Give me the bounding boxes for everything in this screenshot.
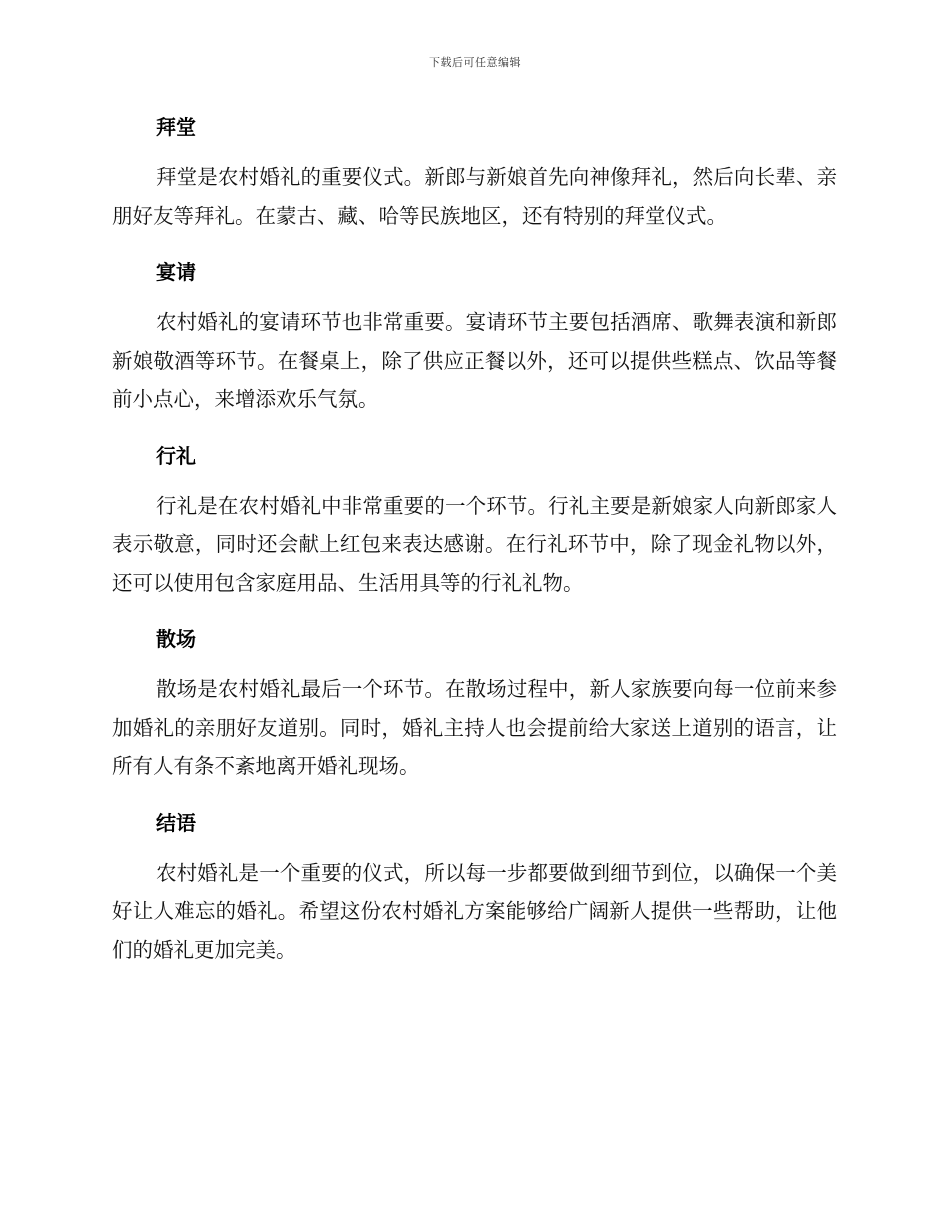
section-heading: 行礼 <box>156 443 196 468</box>
section-paragraph: 农村婚礼的宴请环节也非常重要。宴请环节主要包括酒席、歌舞表演和新郎新娘敬酒等环节。在餐桌上，除了供应正餐以外，还可以提供些糕点、饮品等餐前小点心，来增添欢乐气氛。 <box>112 310 837 411</box>
section-sanchang <box>112 620 837 786</box>
page-header: 下载后可任意编辑 <box>429 56 521 69</box>
section-paragraph: 农村婚礼是一个重要的仪式，所以每一步都要做到细节到位，以确保一个美好让人难忘的婚礼。希望这份农村婚礼方案能够给广阔新人提供一些帮助，让他们的婚礼更加完美。 <box>112 860 837 962</box>
section-heading: 散场 <box>156 627 196 651</box>
document-content <box>112 108 837 987</box>
section-jieyu <box>112 804 837 970</box>
section-heading: 结语 <box>156 810 196 835</box>
section-paragraph: 拜堂是农村婚礼的重要仪式。新郎与新娘首先向神像拜礼，然后向长辈、亲朋好友等拜礼。在蒙古、藏、哈等民族地区，还有特别的拜堂仪式。 <box>112 165 837 228</box>
section-xingli <box>112 437 837 603</box>
section-yanqing <box>112 253 837 419</box>
section-heading: 宴请 <box>156 260 196 284</box>
section-paragraph: 行礼是在农村婚礼中非常重要的一个环节。行礼主要是新娘家人向新郎家人表示敬意，同时还会献上红包来表达感谢。在行礼环节中，除了现金礼物以外，还可以使用包含家庭用品、生活用具等的行礼礼物。 <box>112 493 837 595</box>
section-heading: 拜堂 <box>156 115 196 139</box>
section-paragraph: 散场是农村婚礼最后一个环节。在散场过程中，新人家族要向每一位前来参加婚礼的亲朋好友道别。同时，婚礼主持人也会提前给大家送上道别的语言，让所有人有条不紊地离开婚礼现场。 <box>112 677 837 778</box>
section-baitang <box>112 108 837 235</box>
